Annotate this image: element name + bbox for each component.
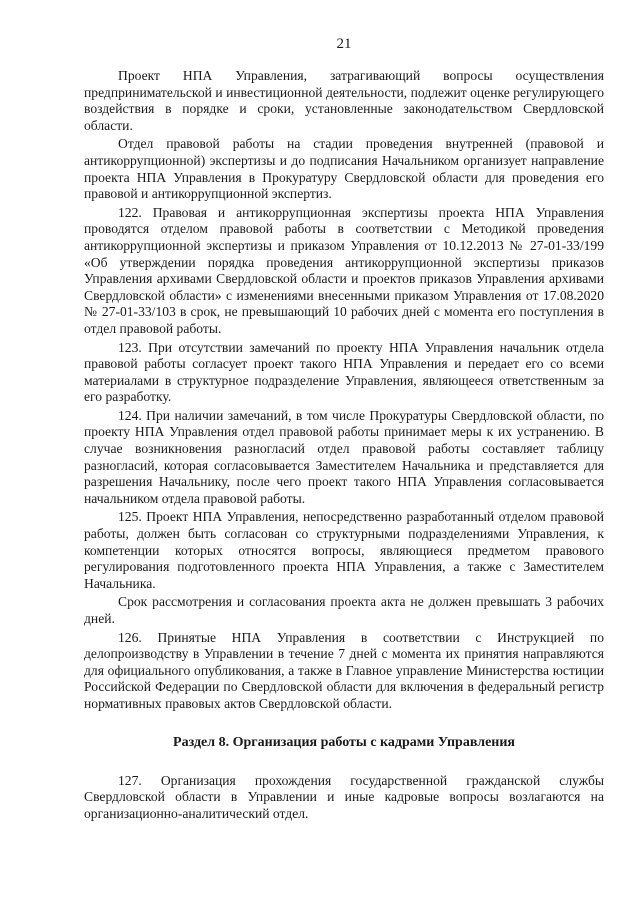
paragraph-126: 126. Принятые НПА Управления в соответствии с Инструкцией по делопроизводству в Управлении в течение 7 дней с момента их принятия направляются для официального опубликования, а также в Главное управление Министерства юстиции Российской Федерации по Свердловской области для включения в федеральный регистр нормативных правовых актов Свердловской области. (84, 629, 604, 711)
section-heading: Раздел 8. Организация работы с кадрами Управления (173, 734, 515, 750)
paragraph-prosecutor-review: Отдел правовой работы на стадии проведения внутренней (правовой и антикоррупционной) экспертизы и до подписания Начальником организует направление проекта НПА Управления в Прокуратуру Свердловской области для проведения его правовой и антикоррупционной экспертиз. (84, 136, 604, 202)
paragraph-regulatory-impact: Проект НПА Управления, затрагивающий вопросы осуществления предпринимательской и инвестиционной деятельности, подлежит оценке регулирующего воздействия в порядке и сроки, установленные законодательством Свердловской области. (84, 68, 604, 133)
paragraph-124: 124. При наличии замечаний, в том числе Прокуратуры Свердловской области, по проекту НПА Управления отдел правовой работы принимает меры к их устранению. В случае возникновения разногласий отдел правовой работы составляет таблицу разногласий, которая согласовывается Заместителем Начальника и представляется для разрешения Начальнику, после чего проект такого НПА Управления согласовывается начальником отдела правовой работы. (84, 407, 604, 506)
paragraph-122: 122. Правовая и антикоррупционная экспертизы проекта НПА Управления проводятся отделом правовой работы в соответствии с Методикой проведения антикоррупционной экспертизы и приказом Управления от 10.12.2013 № 27-01-33/199 «Об утверждении порядка проведения антикоррупционной экспертизы приказов Управления архивами Свердловской области и проектов приказов Управления архивами Свердловской области» с изменениями внесенными приказом Управления от 17.08.2020 № 27-01-33/103 в срок, не превышающий 10 рабочих дней с момента его поступления в отдел правовой работы. (84, 204, 604, 336)
paragraph-127: 127. Организация прохождения государственной гражданской службы Свердловской области в Управлении и иные кадровые вопросы возлагаются на организационно-аналитический отдел. (84, 772, 604, 821)
paragraph-review-period: Срок рассмотрения и согласования проекта акта не должен превышать 3 рабочих дней. (84, 594, 604, 626)
page-number: 21 (336, 36, 352, 52)
paragraph-123: 123. При отсутствии замечаний по проекту НПА Управления начальник отдела правовой работы согласует проект такого НПА Управления и передает его со всеми материалами в структурное подразделение Управления, являющееся ответственным за его разработку. (84, 339, 604, 405)
page-content (84, 36, 604, 824)
paragraph-125: 125. Проект НПА Управления, непосредственно разработанный отделом правовой работы, должен быть согласован со структурными подразделениями Управления, к компетенции которых относятся вопросы, являющиеся предметом правового регулирования подготовленного проекта НПА Управления, а также с Заместителем Начальника. (84, 509, 604, 591)
